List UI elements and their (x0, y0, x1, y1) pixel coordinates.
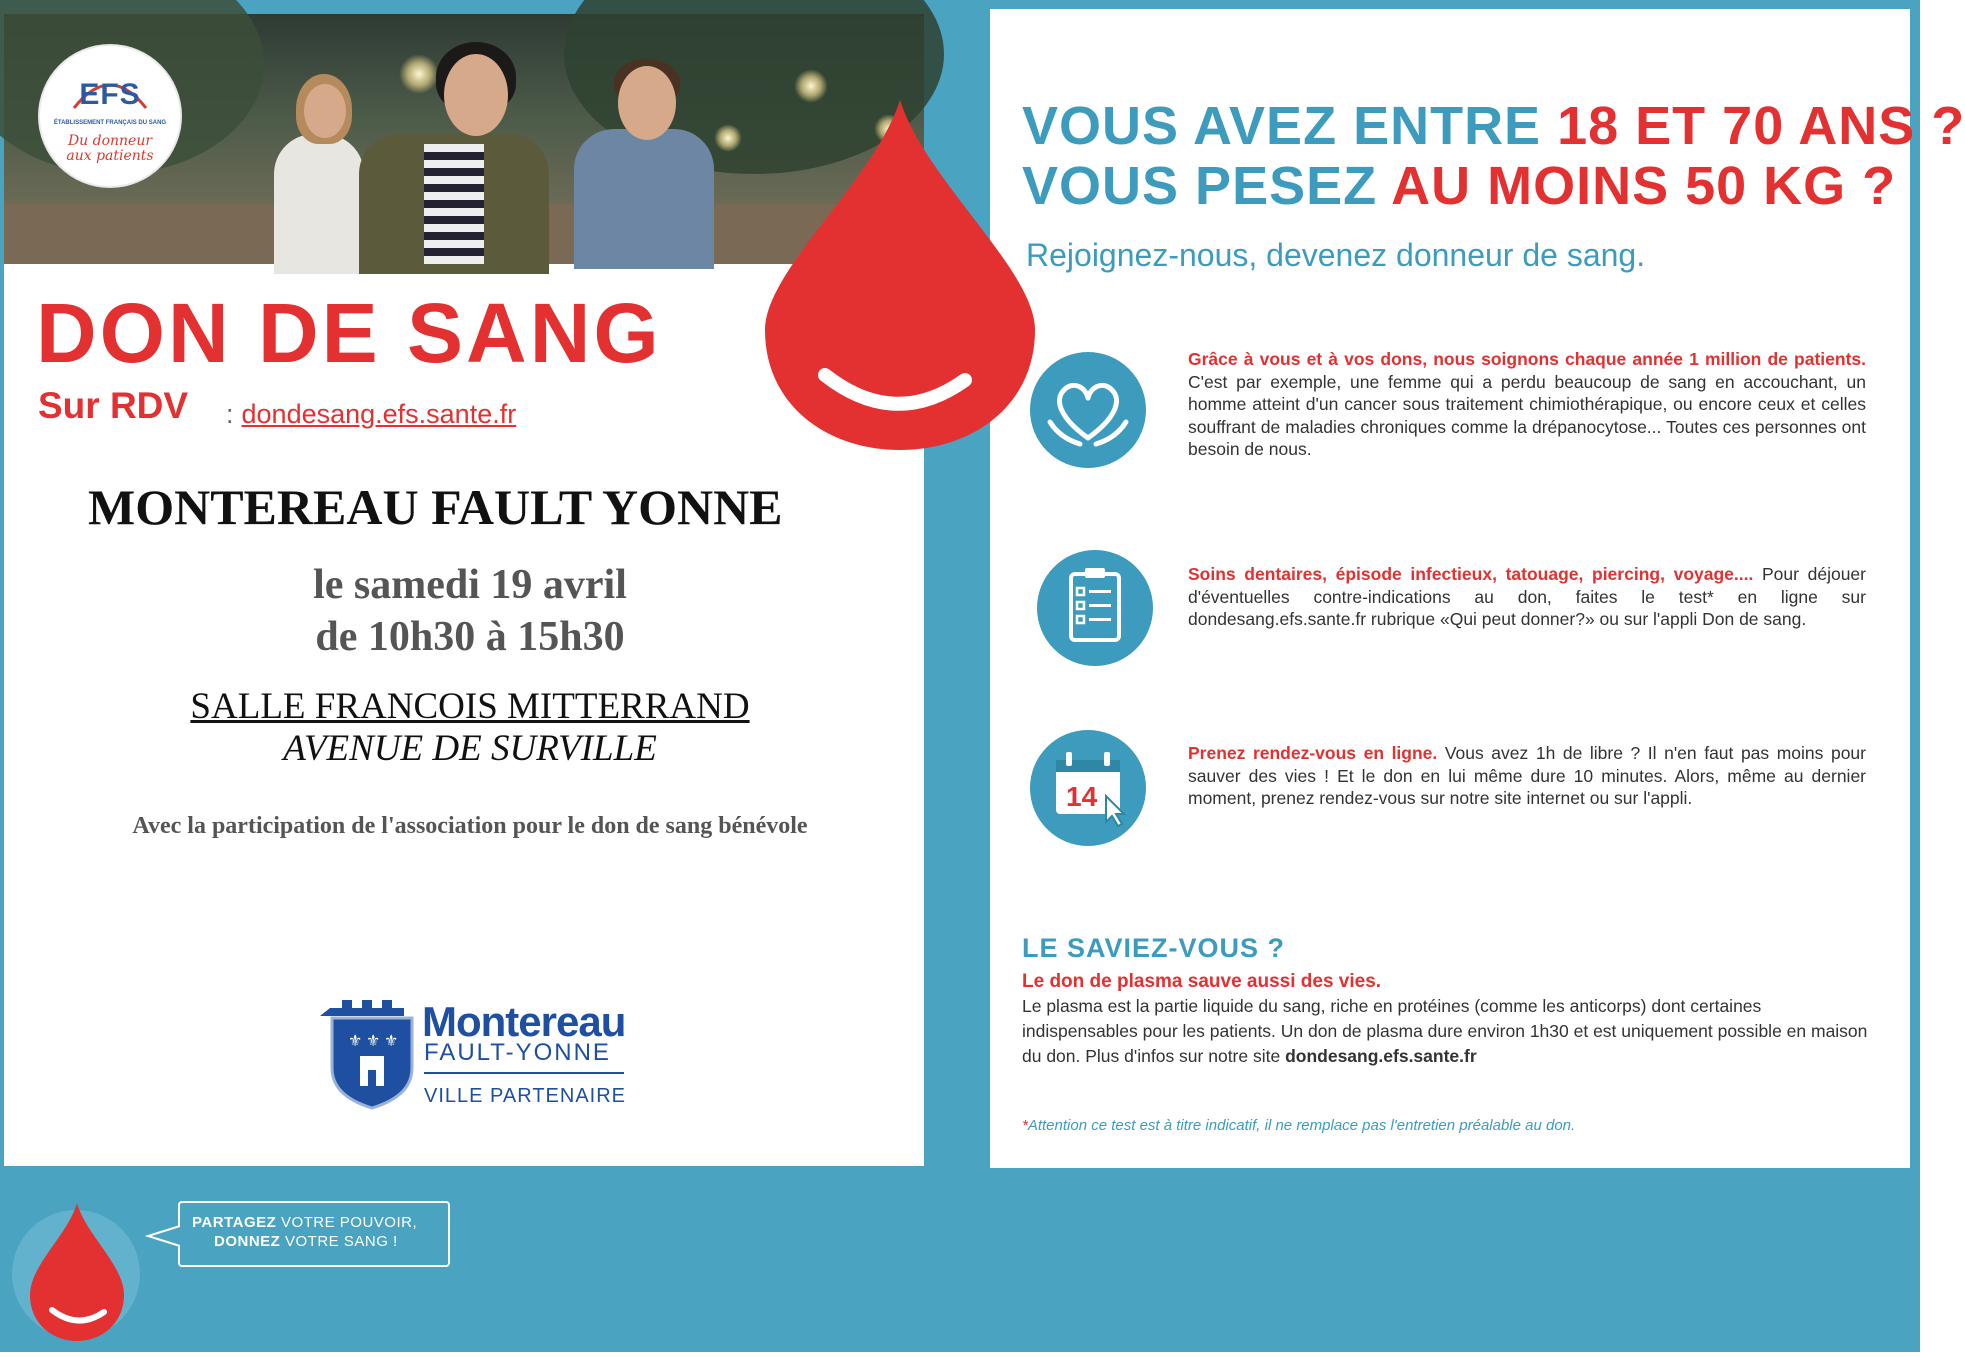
info-1-text: C'est par exemple, une femme qui a perdu beaucoup de sang en accouchant, un homme atteint d'un cancer sous traitement chimiothérapique, ou encore ceux et celles souffrant de maladies chroniques comme la drépanocytose... Toutes ces personnes ont besoin de nous. (1188, 371, 1866, 459)
plasma-body: Le plasma est la partie liquide du sang, riche en protéines (comme les anticorps) dont certaines indispensables pour les patients. Un don de plasma dure environ 1h30 et est uniquement possible en maison du don. Plus d'infos sur notre site (1022, 996, 1868, 1066)
info-paragraph-1 (1188, 348, 1866, 461)
info-3-highlight: Prenez rendez-vous en ligne. (1188, 743, 1438, 763)
efs-logo (40, 46, 180, 186)
q2-part-a: VOUS (1022, 156, 1196, 216)
svg-text:⚜: ⚜ (366, 1031, 381, 1050)
calendar-icon (1030, 730, 1146, 846)
checklist-icon (1037, 550, 1153, 666)
small-blood-drop-icon (18, 1195, 136, 1350)
info-paragraph-2 (1188, 563, 1866, 631)
q1-part-c: ENTRE (1353, 96, 1558, 156)
bubble-line1-bold: PARTAGEZ (192, 1214, 277, 1231)
bubble-line1 (192, 1213, 417, 1232)
q2-part-d: AU MOINS 50 KG ? (1391, 156, 1897, 216)
speech-bubble-tail-icon (146, 1224, 180, 1248)
blood-drop-icon (755, 90, 1045, 460)
svg-text:⚜: ⚜ (384, 1031, 399, 1050)
q1-part-b: AVEZ (1193, 96, 1354, 156)
q1-part-a: VOUS (1022, 96, 1194, 156)
calendar-day: 14 (1066, 781, 1098, 812)
event-street: AVENUE DE SURVILLE (283, 728, 657, 769)
plasma-link[interactable]: dondesang.efs.sante.fr (1285, 1046, 1477, 1066)
q2-part-b: PESEZ (1195, 156, 1392, 216)
rdv-colon: : (226, 399, 234, 429)
event-time: de 10h30 à 15h30 (315, 614, 625, 660)
footnote (1022, 1116, 1575, 1136)
partner-divider (424, 1072, 624, 1074)
montereau-crest-icon (326, 990, 418, 1110)
plasma-title: Le don de plasma sauve aussi des vies. (1022, 971, 1382, 992)
efs-slogan-line1: Du donneur (67, 133, 153, 149)
bubble-line2 (214, 1232, 398, 1251)
bubble-line1-rest: VOTRE POUVOIR, (276, 1214, 418, 1231)
page-title: DON DE SANG (36, 286, 662, 380)
event-venue: SALLE FRANCOIS MITTERRAND (190, 686, 750, 727)
rdv-url[interactable]: dondesang.efs.sante.fr (241, 399, 517, 429)
bottom-strip (0, 1352, 1920, 1357)
plasma-text (1022, 994, 1872, 1069)
info-paragraph-3 (1188, 742, 1866, 810)
rdv-link[interactable] (226, 398, 516, 430)
info-2-highlight: Soins dentaires, épisode infectieux, tatouage, piercing, voyage.... (1188, 564, 1754, 584)
footnote-text: Attention ce test est à titre indicatif, il ne remplace pas l'entretien préalable au don. (1027, 1117, 1576, 1134)
info-3-text: Vous avez 1h de libre ? Il n'en faut pas moins pour sauver des vies ! Et le don en lui même dure 10 minutes. Alors, même au dernier moment, prenez rendez-vous sur notre site internet ou sur l'appli. (1188, 743, 1866, 808)
partner-tagline: VILLE PARTENAIRE (424, 1085, 626, 1107)
saviez-heading: LE SAVIEZ-VOUS ? (1022, 933, 1286, 963)
rdv-label: Sur RDV (38, 385, 189, 426)
q1-part-d: 18 ET 70 ANS ? (1557, 96, 1965, 156)
partner-name: Montereau (422, 998, 626, 1045)
join-tagline: Rejoignez-nous, devenez donneur de sang. (1026, 237, 1646, 273)
bubble-line2-rest: VOTRE SANG ! (280, 1233, 398, 1250)
partner-sub: FAULT-YONNE (424, 1039, 611, 1066)
age-question (1022, 96, 1965, 156)
info-2-text: Pour déjouer d'éventuelles contre-indications au don, faites le test* en ligne sur dondesang.efs.sante.fr rubrique «Qui peut donner?» ou sur l'appli Don de sang. (1188, 564, 1866, 629)
association-note: Avec la participation de l'association pour le don de sang bénévole (132, 813, 808, 839)
efs-logo-slogan (50, 134, 170, 164)
efs-logo-subtitle: ÉTABLISSEMENT FRANÇAIS DU SANG (53, 120, 167, 126)
heart-hands-icon (1030, 352, 1146, 468)
weight-question (1022, 156, 1896, 216)
svg-text:⚜: ⚜ (348, 1031, 363, 1050)
footnote-star: * (1022, 1117, 1028, 1134)
info-1-highlight: Grâce à vous et à vos dons, nous soignons chaque année 1 million de patients. (1188, 349, 1866, 369)
efs-logo-text: EFS (79, 78, 141, 111)
city-name: MONTEREAU FAULT YONNE (88, 479, 783, 535)
efs-slogan-line2: aux patients (66, 148, 154, 164)
event-date: le samedi 19 avril (313, 562, 627, 608)
bubble-line2-bold: DONNEZ (214, 1233, 281, 1250)
